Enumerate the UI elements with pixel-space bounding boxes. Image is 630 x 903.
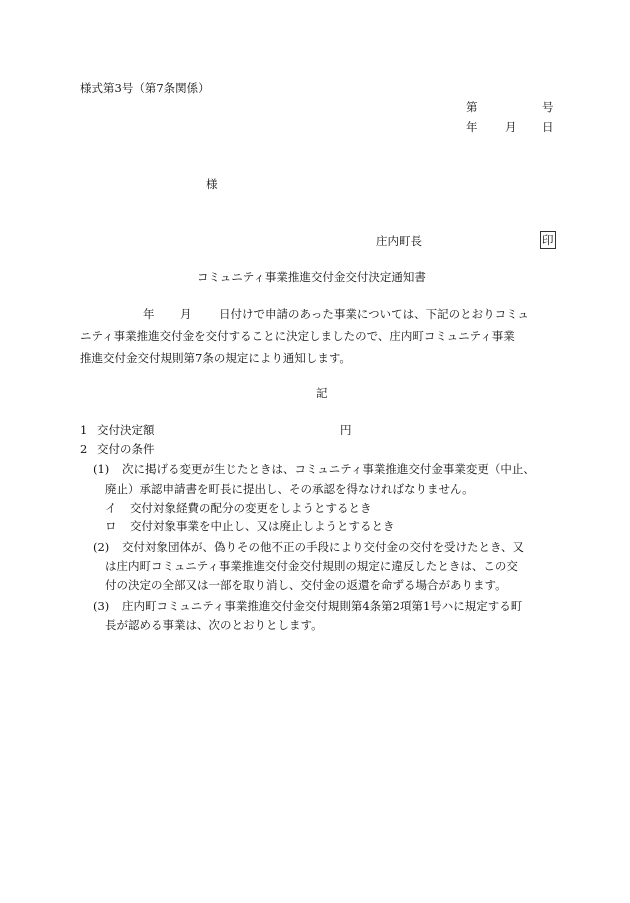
document-title: コミュニティ事業推進交付金交付決定通知書 xyxy=(197,270,426,284)
addressee-suffix: 様 xyxy=(206,177,218,191)
item-1-label: 交付決定額 xyxy=(97,423,155,437)
condition-3-line1: 庄内町コミュニティ事業推進交付金交付規則第4条第2項第1号ハに規定する町 xyxy=(122,599,523,613)
seal-mark xyxy=(540,231,556,249)
date-year: 年 xyxy=(466,120,478,134)
condition-2-line3: 付の決定の全部又は一部を取り消し、交付金の返還を命ずる場合があります。 xyxy=(105,578,507,592)
seal-stamp: 印 xyxy=(542,233,554,247)
item-1-number: 1 xyxy=(80,423,88,437)
condition-2-line2: は庄内町コミュニティ事業推進交付金交付規則の規定に違反したときは、この交 xyxy=(105,559,518,573)
number-prefix: 第 xyxy=(466,100,478,114)
condition-1a-text: 交付対象経費の配分の変更をしようとするとき xyxy=(130,501,372,515)
sender-title: 庄内町長 xyxy=(376,234,422,248)
condition-3-line2: 長が認める事業は、次のとおりとします。 xyxy=(105,618,323,632)
item-2-label: 交付の条件 xyxy=(97,442,155,456)
date-day: 日 xyxy=(542,120,554,134)
condition-3-number: (3) xyxy=(93,599,110,613)
intro-text-line3: 推進交付金交付規則第7条の規定により通知します。 xyxy=(80,351,351,365)
intro-text-line2: ニティ事業推進交付金を交付することに決定しましたので、庄内町コミュニティ事業 xyxy=(80,329,515,343)
date-month: 月 xyxy=(505,120,517,134)
condition-2-line1: 交付対象団体が、偽りその他不正の手段により交付金の交付を受けたとき、又 xyxy=(122,540,525,554)
intro-year: 年 xyxy=(143,307,155,321)
item-2-number: 2 xyxy=(80,442,88,456)
condition-2-number: (2) xyxy=(93,540,110,554)
condition-1-line2: 廃止）承認申請書を町長に提出し、その承認を得なければなりません。 xyxy=(105,482,474,496)
number-suffix: 号 xyxy=(542,100,554,114)
condition-1b-text: 交付対象事業を中止し、又は廃止しようとするとき xyxy=(130,519,395,533)
condition-1a-number: イ xyxy=(105,501,117,515)
ki-heading: 記 xyxy=(316,386,328,400)
condition-1-line1: 次に掲げる変更が生じたときは、コミュニティ事業推進交付金事業変更（中止、 xyxy=(122,462,535,476)
form-label: 様式第3号（第7条関係） xyxy=(80,81,210,95)
condition-1b-number: ロ xyxy=(105,519,117,533)
item-1-unit: 円 xyxy=(340,423,352,437)
intro-text-line1: 日付けで申請のあった事業については、下記のとおりコミュ xyxy=(219,307,529,321)
intro-month: 月 xyxy=(180,307,192,321)
condition-1-number: (1) xyxy=(93,462,110,476)
